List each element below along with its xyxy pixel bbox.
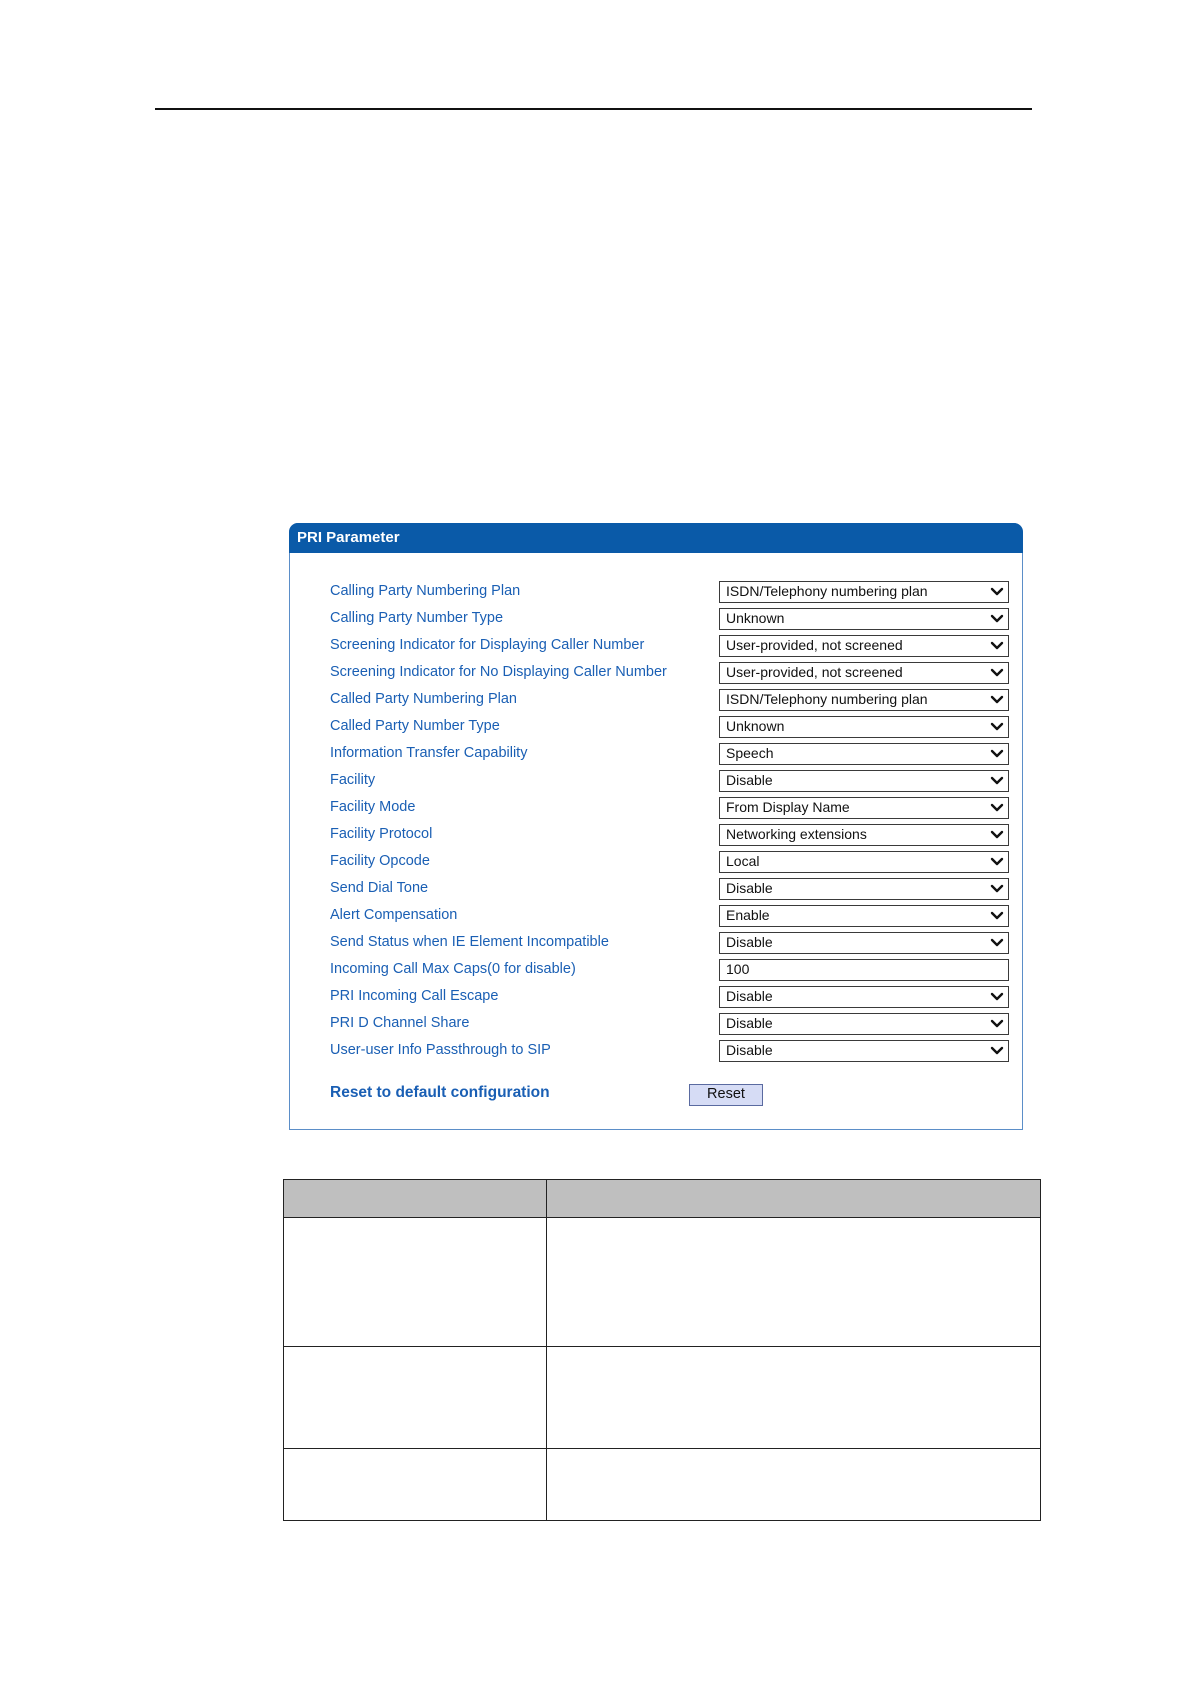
parameter-row [330,768,990,795]
parameter-label: Screening Indicator for No Displaying Caller Number [330,664,667,680]
select-value: Unknown [726,718,785,734]
select-value: From Display Name [726,799,850,815]
table-header-row [284,1180,1041,1218]
parameter-row [330,903,990,930]
chevron-down-icon [990,825,1004,844]
parameter-select[interactable] [719,851,1009,873]
chevron-down-icon [990,1014,1004,1033]
chevron-down-icon [990,933,1004,952]
select-value: Enable [726,907,770,923]
parameter-input[interactable] [719,959,1009,981]
parameter-select[interactable] [719,689,1009,711]
chevron-down-icon [990,636,1004,655]
select-value: Disable [726,934,773,950]
select-value: Unknown [726,610,785,626]
chevron-down-icon [990,582,1004,601]
parameter-select[interactable] [719,824,1009,846]
chevron-down-icon [990,771,1004,790]
parameter-label: PRI D Channel Share [330,1015,470,1031]
select-value: Disable [726,1015,773,1031]
parameter-select[interactable] [719,581,1009,603]
chevron-down-icon [990,879,1004,898]
table-cell [547,1347,1041,1449]
table-header-cell [284,1180,547,1218]
select-value: Disable [726,772,773,788]
parameter-label: Facility Protocol [330,826,433,842]
parameter-label: Alert Compensation [330,907,458,923]
chevron-down-icon [990,852,1004,871]
panel-title: PRI Parameter [289,523,1023,553]
select-value: User-provided, not screened [726,664,903,680]
parameter-label: Calling Party Numbering Plan [330,583,521,599]
parameter-select[interactable] [719,986,1009,1008]
table-cell [547,1218,1041,1347]
page-header-rule [155,108,1032,110]
input-value: 100 [726,961,750,977]
parameter-row [330,930,990,957]
chevron-down-icon [990,690,1004,709]
parameter-select[interactable] [719,716,1009,738]
parameter-select[interactable] [719,743,1009,765]
parameter-label: Send Status when IE Element Incompatible [330,934,609,950]
chevron-down-icon [990,717,1004,736]
parameter-label: Facility Opcode [330,853,430,869]
chevron-down-icon [990,1041,1004,1060]
parameter-row [330,822,990,849]
parameter-label: Screening Indicator for Displaying Caller Number [330,637,645,653]
parameter-label: Send Dial Tone [330,880,429,896]
parameter-row [330,984,990,1011]
parameter-label: Incoming Call Max Caps(0 for disable) [330,961,576,977]
parameter-row [330,849,990,876]
parameter-select[interactable] [719,878,1009,900]
parameter-row [330,633,990,660]
parameter-row [330,741,990,768]
parameter-select[interactable] [719,662,1009,684]
select-value: ISDN/Telephony numbering plan [726,583,928,599]
select-value: User-provided, not screened [726,637,903,653]
parameter-select[interactable] [719,770,1009,792]
reset-default-label: Reset to default configuration [330,1084,550,1101]
parameter-select[interactable] [719,608,1009,630]
parameter-row [330,714,990,741]
parameter-row [330,579,990,606]
chevron-down-icon [990,744,1004,763]
table-row [284,1218,1041,1347]
chevron-down-icon [990,906,1004,925]
parameter-row [330,606,990,633]
parameter-row [330,1011,990,1038]
select-value: ISDN/Telephony numbering plan [726,691,928,707]
parameter-label: Information Transfer Capability [330,745,528,761]
chevron-down-icon [990,798,1004,817]
parameter-label: User-user Info Passthrough to SIP [330,1042,551,1058]
select-value: Disable [726,988,773,1004]
table-cell [284,1347,547,1449]
parameter-description-table [283,1179,1041,1521]
table-cell [284,1218,547,1347]
select-value: Disable [726,1042,773,1058]
reset-button[interactable]: Reset [689,1084,763,1106]
select-value: Disable [726,880,773,896]
chevron-down-icon [990,987,1004,1006]
select-value: Speech [726,745,774,761]
parameter-row [330,957,990,984]
parameter-label: PRI Incoming Call Escape [330,988,499,1004]
parameter-select[interactable] [719,1040,1009,1062]
parameter-row [330,687,990,714]
parameter-label: Calling Party Number Type [330,610,504,626]
parameter-select[interactable] [719,635,1009,657]
parameter-label: Called Party Number Type [330,718,500,734]
parameter-row [330,660,990,687]
parameter-select[interactable] [719,797,1009,819]
table-cell [547,1449,1041,1521]
parameter-label: Facility Mode [330,799,416,815]
chevron-down-icon [990,663,1004,682]
pri-parameter-panel [289,523,1023,1130]
parameter-select[interactable] [719,905,1009,927]
parameter-row [330,795,990,822]
parameter-select[interactable] [719,932,1009,954]
parameter-label: Facility [330,772,376,788]
table-header-cell [547,1180,1041,1218]
parameter-row [330,876,990,903]
chevron-down-icon [990,609,1004,628]
parameter-row [330,1038,990,1065]
table-row [284,1449,1041,1521]
select-value: Networking extensions [726,826,867,842]
parameter-select[interactable] [719,1013,1009,1035]
table-row [284,1347,1041,1449]
table-cell [284,1449,547,1521]
select-value: Local [726,853,760,869]
parameter-label: Called Party Numbering Plan [330,691,517,707]
